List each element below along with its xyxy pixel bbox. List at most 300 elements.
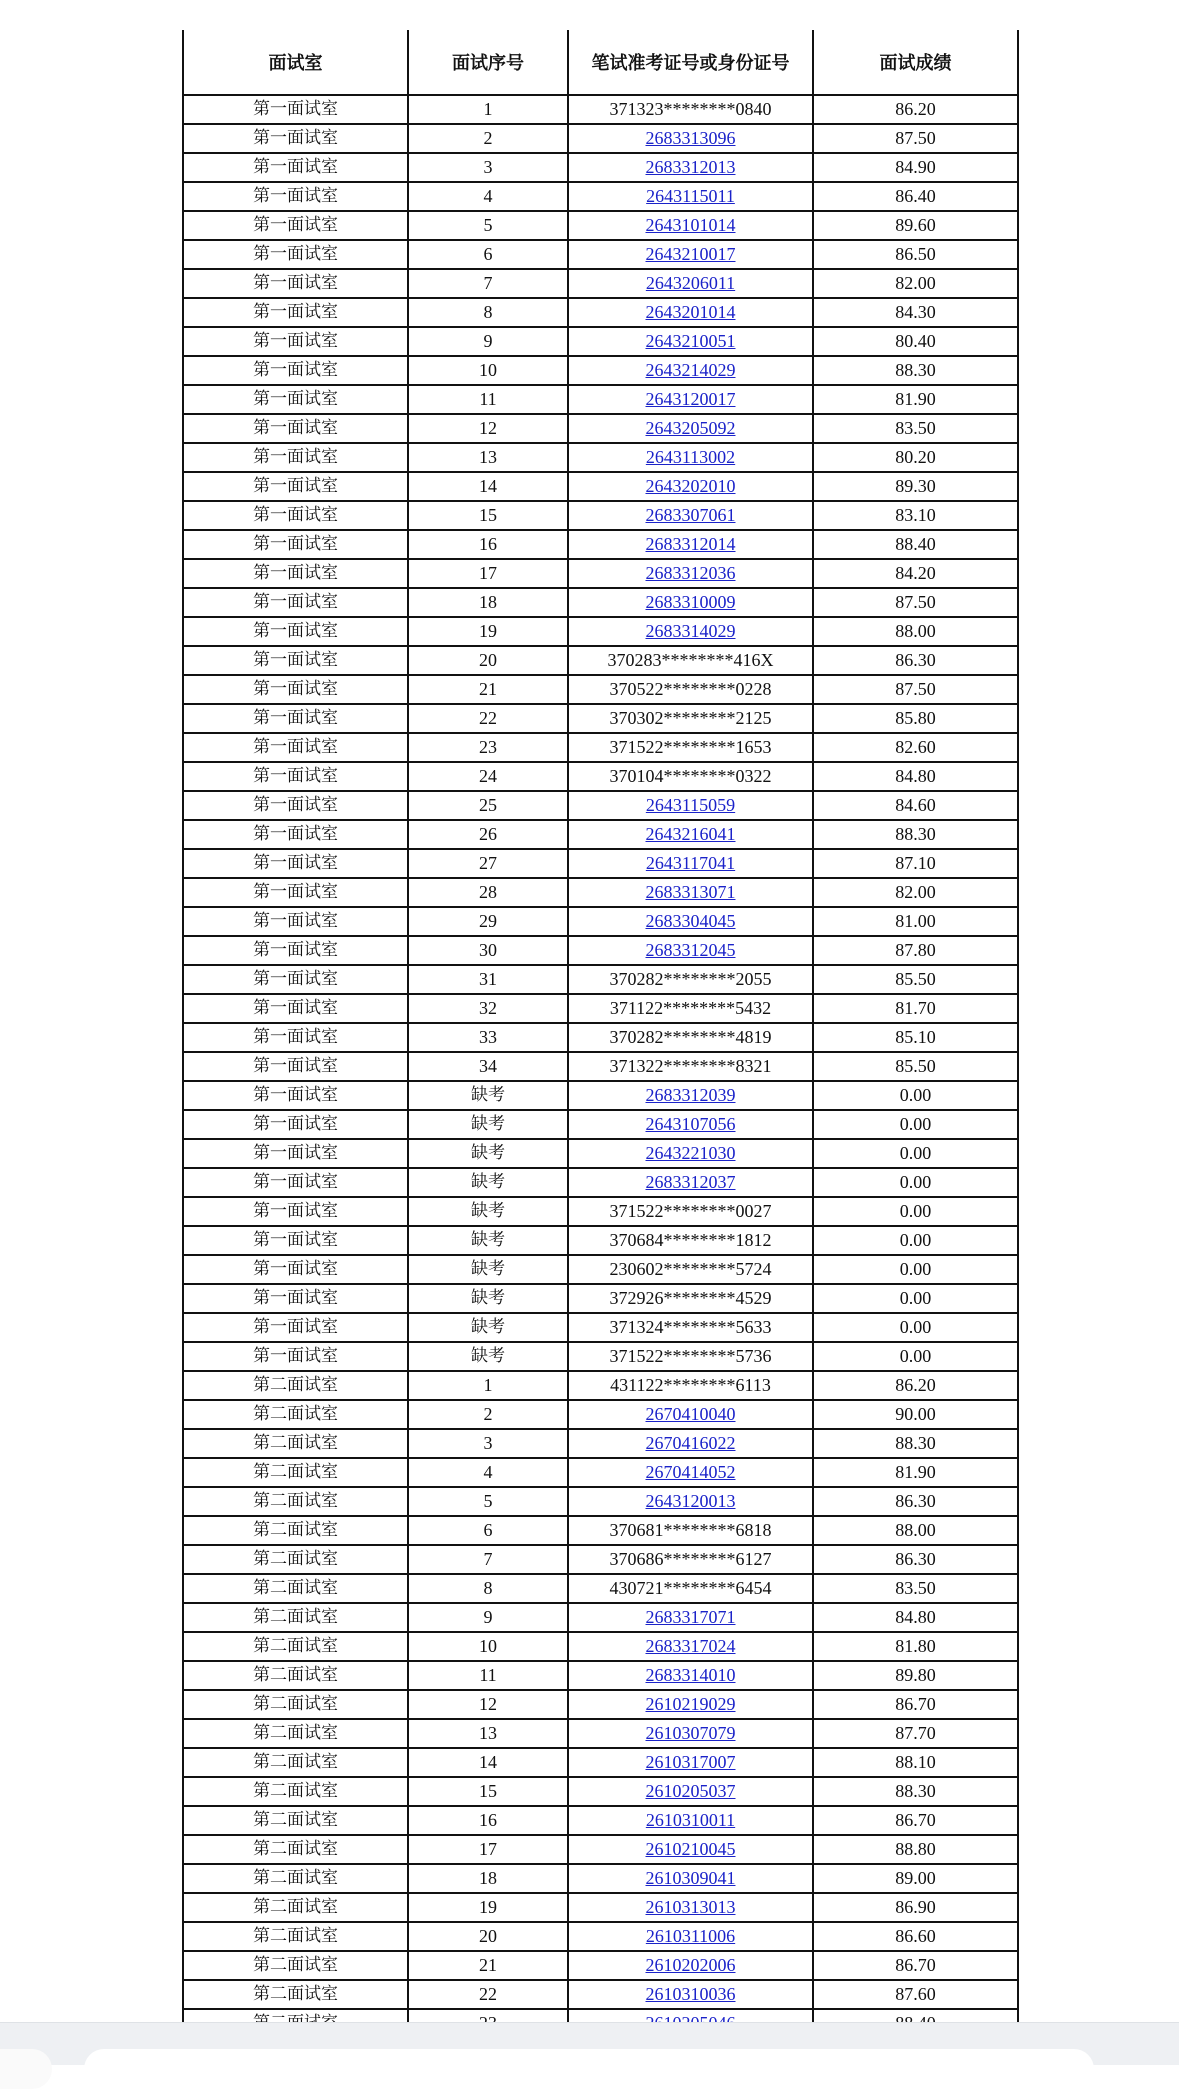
table-row <box>184 1313 1017 1342</box>
cell-exam-id <box>568 356 813 385</box>
cell-sequence: 16 <box>408 1806 568 1835</box>
cell-room: 第一面试室 <box>184 472 408 501</box>
cell-sequence: 5 <box>408 211 568 240</box>
exam-id-link[interactable]: 2643221030 <box>645 1143 736 1163</box>
cell-exam-id <box>568 1893 813 1922</box>
exam-id-link[interactable]: 2610309041 <box>645 1868 736 1888</box>
table-row <box>184 153 1017 182</box>
cell-exam-id <box>568 298 813 327</box>
cell-room: 第一面试室 <box>184 762 408 791</box>
cell-score: 84.80 <box>813 762 1017 791</box>
cell-room: 第一面试室 <box>184 1081 408 1110</box>
cell-exam-id <box>568 1400 813 1429</box>
cell-room: 第一面试室 <box>184 936 408 965</box>
cell-room: 第二面试室 <box>184 1458 408 1487</box>
exam-id-link[interactable]: 2610205037 <box>645 1781 736 1801</box>
cell-sequence: 15 <box>408 1777 568 1806</box>
cell-sequence: 9 <box>408 1603 568 1632</box>
cell-score: 84.80 <box>813 1603 1017 1632</box>
exam-id-link[interactable]: 2643206011 <box>645 273 736 293</box>
toolbar-input-area[interactable] <box>84 2049 1094 2089</box>
cell-exam-id <box>568 936 813 965</box>
exam-id-link[interactable]: 2670416022 <box>645 1433 736 1453</box>
cell-room: 第二面试室 <box>184 1545 408 1574</box>
cell-score: 84.30 <box>813 298 1017 327</box>
cell-exam-id <box>568 1748 813 1777</box>
cell-room: 第一面试室 <box>184 588 408 617</box>
table-row <box>184 1371 1017 1400</box>
cell-exam-id <box>568 1110 813 1139</box>
cell-exam-id <box>568 849 813 878</box>
table-row <box>184 1806 1017 1835</box>
cell-score: 83.50 <box>813 414 1017 443</box>
cell-exam-id <box>568 414 813 443</box>
cell-room: 第一面试室 <box>184 965 408 994</box>
cell-room: 第二面试室 <box>184 1922 408 1951</box>
cell-score: 87.50 <box>813 675 1017 704</box>
table-row <box>184 1110 1017 1139</box>
cell-exam-id <box>568 1603 813 1632</box>
cell-score: 84.60 <box>813 791 1017 820</box>
exam-id-link[interactable]: 2683312014 <box>645 534 736 554</box>
table-row <box>184 1951 1017 1980</box>
table-row <box>184 327 1017 356</box>
cell-sequence: 12 <box>408 1690 568 1719</box>
cell-exam-id <box>568 1168 813 1197</box>
cell-room: 第二面试室 <box>184 1400 408 1429</box>
table-row <box>184 1603 1017 1632</box>
cell-sequence: 2 <box>408 1400 568 1429</box>
table-row <box>184 965 1017 994</box>
cell-room: 第二面试室 <box>184 1864 408 1893</box>
cell-score: 86.30 <box>813 1487 1017 1516</box>
cell-score: 86.70 <box>813 1690 1017 1719</box>
cell-score: 85.50 <box>813 1052 1017 1081</box>
exam-id-link[interactable]: 2683312037 <box>645 1172 736 1192</box>
table-row <box>184 1690 1017 1719</box>
cell-room: 第一面试室 <box>184 327 408 356</box>
exam-id-link[interactable]: 2670414052 <box>645 1462 736 1482</box>
cell-exam-id: 372926********4529 <box>568 1284 813 1313</box>
header-room: 面试室 <box>184 30 408 95</box>
cell-score: 85.80 <box>813 704 1017 733</box>
cell-exam-id <box>568 1806 813 1835</box>
cell-room: 第二面试室 <box>184 1632 408 1661</box>
toolbar-left-button[interactable] <box>0 2049 52 2089</box>
cell-exam-id: 370681********6818 <box>568 1516 813 1545</box>
cell-score: 88.80 <box>813 1835 1017 1864</box>
exam-id-link[interactable]: 2683312045 <box>645 940 736 960</box>
table-row <box>184 1487 1017 1516</box>
cell-score: 82.00 <box>813 269 1017 298</box>
cell-exam-id: 370302********2125 <box>568 704 813 733</box>
cell-room: 第一面试室 <box>184 1110 408 1139</box>
table-row <box>184 1052 1017 1081</box>
cell-sequence: 1 <box>408 95 568 124</box>
cell-room: 第一面试室 <box>184 1197 408 1226</box>
exam-id-link[interactable]: 2610219029 <box>645 1694 736 1714</box>
cell-exam-id: 430721********6454 <box>568 1574 813 1603</box>
cell-room: 第一面试室 <box>184 124 408 153</box>
cell-room: 第二面试室 <box>184 1777 408 1806</box>
cell-exam-id: 370282********2055 <box>568 965 813 994</box>
cell-exam-id <box>568 1951 813 1980</box>
table-row <box>184 1632 1017 1661</box>
cell-room: 第二面试室 <box>184 1661 408 1690</box>
cell-sequence: 16 <box>408 530 568 559</box>
cell-sequence: 3 <box>408 153 568 182</box>
cell-exam-id <box>568 791 813 820</box>
exam-id-link[interactable]: 2683317071 <box>645 1607 736 1627</box>
exam-id-link[interactable]: 2610310036 <box>645 1984 736 2004</box>
cell-score: 88.30 <box>813 1777 1017 1806</box>
cell-score: 81.90 <box>813 1458 1017 1487</box>
table-row <box>184 791 1017 820</box>
cell-sequence: 8 <box>408 298 568 327</box>
cell-score: 86.70 <box>813 1951 1017 1980</box>
cell-sequence: 缺考 <box>408 1255 568 1284</box>
cell-exam-id <box>568 1864 813 1893</box>
cell-exam-id <box>568 1719 813 1748</box>
exam-id-link[interactable]: 2643107056 <box>645 1114 736 1134</box>
cell-sequence: 11 <box>408 1661 568 1690</box>
cell-score: 0.00 <box>813 1110 1017 1139</box>
cell-room: 第一面试室 <box>184 530 408 559</box>
table-row <box>184 1284 1017 1313</box>
cell-sequence: 14 <box>408 472 568 501</box>
cell-room: 第一面试室 <box>184 1342 408 1371</box>
cell-score: 86.40 <box>813 182 1017 211</box>
cell-score: 81.00 <box>813 907 1017 936</box>
cell-sequence: 19 <box>408 1893 568 1922</box>
table-row <box>184 1980 1017 2009</box>
table-row <box>184 472 1017 501</box>
cell-room: 第二面试室 <box>184 1980 408 2009</box>
cell-room: 第一面试室 <box>184 1139 408 1168</box>
cell-room: 第二面试室 <box>184 1574 408 1603</box>
cell-room: 第二面试室 <box>184 1603 408 1632</box>
exam-id-link[interactable]: 2610313013 <box>645 1897 736 1917</box>
cell-score: 89.80 <box>813 1661 1017 1690</box>
exam-id-link[interactable]: 2643120017 <box>645 389 736 409</box>
cell-sequence: 缺考 <box>408 1139 568 1168</box>
cell-room: 第一面试室 <box>184 1168 408 1197</box>
table-row <box>184 1922 1017 1951</box>
cell-sequence: 6 <box>408 1516 568 1545</box>
table-row <box>184 588 1017 617</box>
table-row <box>184 1226 1017 1255</box>
cell-sequence: 23 <box>408 733 568 762</box>
cell-exam-id <box>568 878 813 907</box>
cell-score: 88.30 <box>813 1429 1017 1458</box>
cell-exam-id <box>568 153 813 182</box>
cell-exam-id: 370684********1812 <box>568 1226 813 1255</box>
exam-id-link[interactable]: 2683314010 <box>645 1665 736 1685</box>
cell-room: 第一面试室 <box>184 385 408 414</box>
cell-sequence: 27 <box>408 849 568 878</box>
header-score: 面试成绩 <box>813 30 1017 95</box>
exam-id-link[interactable]: 2643101014 <box>645 215 736 235</box>
cell-room: 第二面试室 <box>184 1951 408 1980</box>
cell-room: 第一面试室 <box>184 675 408 704</box>
exam-id-link[interactable]: 2610311006 <box>645 1926 736 1946</box>
cell-sequence: 10 <box>408 1632 568 1661</box>
table-row <box>184 1023 1017 1052</box>
table-row <box>184 443 1017 472</box>
cell-score: 84.90 <box>813 153 1017 182</box>
exam-id-link[interactable]: 2683314029 <box>645 621 736 641</box>
cell-sequence: 20 <box>408 646 568 675</box>
cell-score: 86.50 <box>813 240 1017 269</box>
cell-exam-id <box>568 472 813 501</box>
cell-exam-id: 370282********4819 <box>568 1023 813 1052</box>
cell-sequence: 8 <box>408 1574 568 1603</box>
table-row <box>184 994 1017 1023</box>
cell-score: 81.80 <box>813 1632 1017 1661</box>
cell-room: 第一面试室 <box>184 240 408 269</box>
table-row <box>184 95 1017 124</box>
cell-score: 0.00 <box>813 1168 1017 1197</box>
exam-id-link[interactable]: 2683312013 <box>645 157 736 177</box>
cell-score: 86.70 <box>813 1806 1017 1835</box>
exam-id-link[interactable]: 2683310009 <box>645 592 736 612</box>
cell-sequence: 22 <box>408 704 568 733</box>
table-row <box>184 820 1017 849</box>
exam-id-link[interactable]: 2643214029 <box>645 360 736 380</box>
cell-sequence: 12 <box>408 414 568 443</box>
cell-sequence: 30 <box>408 936 568 965</box>
cell-sequence: 5 <box>408 1487 568 1516</box>
cell-sequence: 13 <box>408 443 568 472</box>
table-row <box>184 733 1017 762</box>
cell-exam-id <box>568 588 813 617</box>
cell-exam-id <box>568 1922 813 1951</box>
cell-room: 第二面试室 <box>184 1835 408 1864</box>
cell-sequence: 20 <box>408 1922 568 1951</box>
cell-exam-id <box>568 1980 813 2009</box>
table-row <box>184 936 1017 965</box>
cell-score: 90.00 <box>813 1400 1017 1429</box>
cell-sequence: 9 <box>408 327 568 356</box>
cell-sequence: 7 <box>408 1545 568 1574</box>
table-header-row <box>184 30 1017 95</box>
cell-score: 85.10 <box>813 1023 1017 1052</box>
exam-id-link[interactable]: 2610307079 <box>645 1723 736 1743</box>
cell-score: 0.00 <box>813 1284 1017 1313</box>
cell-score: 89.00 <box>813 1864 1017 1893</box>
cell-score: 87.80 <box>813 936 1017 965</box>
table-row <box>184 1516 1017 1545</box>
cell-sequence: 14 <box>408 1748 568 1777</box>
cell-sequence: 34 <box>408 1052 568 1081</box>
cell-exam-id: 370686********6127 <box>568 1545 813 1574</box>
exam-id-link[interactable]: 2643205092 <box>645 418 736 438</box>
cell-exam-id: 370283********416X <box>568 646 813 675</box>
cell-room: 第一面试室 <box>184 95 408 124</box>
cell-room: 第二面试室 <box>184 1806 408 1835</box>
header-exam-id: 笔试准考证号或身份证号 <box>568 30 813 95</box>
cell-room: 第一面试室 <box>184 501 408 530</box>
cell-exam-id: 370104********0322 <box>568 762 813 791</box>
cell-sequence: 26 <box>408 820 568 849</box>
exam-id-link[interactable]: 2643202010 <box>645 476 736 496</box>
cell-score: 86.60 <box>813 1922 1017 1951</box>
cell-room: 第一面试室 <box>184 907 408 936</box>
exam-id-link[interactable]: 2683313071 <box>645 882 736 902</box>
cell-exam-id <box>568 1835 813 1864</box>
cell-score: 86.90 <box>813 1893 1017 1922</box>
exam-id-link[interactable]: 2643113002 <box>645 447 736 467</box>
exam-id-link[interactable]: 2683304045 <box>645 911 736 931</box>
cell-score: 87.10 <box>813 849 1017 878</box>
exam-id-link[interactable]: 2683307061 <box>645 505 736 525</box>
table-row <box>184 1081 1017 1110</box>
cell-sequence: 18 <box>408 588 568 617</box>
cell-score: 83.50 <box>813 1574 1017 1603</box>
table-row <box>184 124 1017 153</box>
exam-id-link[interactable]: 2643115011 <box>646 186 735 206</box>
exam-id-link[interactable]: 2683317024 <box>645 1636 736 1656</box>
exam-id-link[interactable]: 2643210017 <box>645 244 736 264</box>
cell-sequence: 2 <box>408 124 568 153</box>
exam-id-link[interactable]: 2643120013 <box>645 1491 736 1511</box>
cell-room: 第一面试室 <box>184 153 408 182</box>
table-row <box>184 182 1017 211</box>
exam-id-link[interactable]: 2643115059 <box>645 795 736 815</box>
cell-sequence: 10 <box>408 356 568 385</box>
cell-sequence: 33 <box>408 1023 568 1052</box>
exam-id-link[interactable]: 2610317007 <box>645 1752 736 1772</box>
cell-sequence: 4 <box>408 1458 568 1487</box>
table-row <box>184 1748 1017 1777</box>
table-row <box>184 1429 1017 1458</box>
cell-sequence: 22 <box>408 1980 568 2009</box>
cell-score: 87.60 <box>813 1980 1017 2009</box>
exam-id-link[interactable]: 2610202006 <box>645 1955 736 1975</box>
table-row <box>184 1400 1017 1429</box>
cell-sequence: 缺考 <box>408 1313 568 1342</box>
cell-sequence: 21 <box>408 1951 568 1980</box>
table-row <box>184 878 1017 907</box>
cell-sequence: 17 <box>408 559 568 588</box>
cell-sequence: 缺考 <box>408 1284 568 1313</box>
cell-room: 第二面试室 <box>184 1719 408 1748</box>
cell-score: 86.20 <box>813 95 1017 124</box>
cell-exam-id <box>568 501 813 530</box>
cell-sequence: 缺考 <box>408 1110 568 1139</box>
exam-id-link[interactable]: 2610210045 <box>645 1839 736 1859</box>
exam-id-link[interactable]: 2610310011 <box>645 1810 736 1830</box>
cell-score: 88.30 <box>813 820 1017 849</box>
cell-room: 第一面试室 <box>184 298 408 327</box>
cell-room: 第一面试室 <box>184 791 408 820</box>
cell-exam-id <box>568 820 813 849</box>
cell-score: 83.10 <box>813 501 1017 530</box>
cell-sequence: 缺考 <box>408 1081 568 1110</box>
cell-sequence: 18 <box>408 1864 568 1893</box>
cell-score: 80.20 <box>813 443 1017 472</box>
cell-room: 第一面试室 <box>184 820 408 849</box>
table-row <box>184 1574 1017 1603</box>
cell-score: 87.50 <box>813 124 1017 153</box>
table-row <box>184 1545 1017 1574</box>
cell-room: 第一面试室 <box>184 1255 408 1284</box>
cell-room: 第二面试室 <box>184 1371 408 1400</box>
cell-sequence: 13 <box>408 1719 568 1748</box>
exam-id-link[interactable]: 2670410040 <box>645 1404 736 1424</box>
cell-sequence: 15 <box>408 501 568 530</box>
table-row <box>184 1893 1017 1922</box>
cell-exam-id <box>568 240 813 269</box>
cell-exam-id: 371323********0840 <box>568 95 813 124</box>
cell-room: 第一面试室 <box>184 443 408 472</box>
cell-exam-id <box>568 443 813 472</box>
cell-room: 第一面试室 <box>184 646 408 675</box>
cell-room: 第一面试室 <box>184 182 408 211</box>
table-row <box>184 1661 1017 1690</box>
exam-id-link[interactable]: 2643117041 <box>645 853 736 873</box>
cell-score: 89.30 <box>813 472 1017 501</box>
table-row <box>184 1458 1017 1487</box>
cell-exam-id: 371122********5432 <box>568 994 813 1023</box>
cell-exam-id <box>568 327 813 356</box>
interview-score-table <box>184 30 1017 2039</box>
cell-score: 0.00 <box>813 1313 1017 1342</box>
cell-room: 第一面试室 <box>184 1226 408 1255</box>
cell-room: 第一面试室 <box>184 617 408 646</box>
cell-exam-id: 230602********5724 <box>568 1255 813 1284</box>
cell-score: 84.20 <box>813 559 1017 588</box>
exam-id-link[interactable]: 2643216041 <box>645 824 736 844</box>
exam-id-link[interactable]: 2643210051 <box>645 331 736 351</box>
cell-room: 第一面试室 <box>184 356 408 385</box>
cell-sequence: 11 <box>408 385 568 414</box>
cell-score: 81.70 <box>813 994 1017 1023</box>
bottom-toolbar <box>0 2022 1179 2065</box>
cell-sequence: 21 <box>408 675 568 704</box>
exam-id-link[interactable]: 2683312036 <box>645 563 736 583</box>
table-row <box>184 849 1017 878</box>
cell-sequence: 缺考 <box>408 1197 568 1226</box>
cell-room: 第一面试室 <box>184 1052 408 1081</box>
exam-id-link[interactable]: 2683313096 <box>645 128 736 148</box>
exam-id-link[interactable]: 2683312039 <box>645 1085 736 1105</box>
table-row <box>184 1719 1017 1748</box>
cell-sequence: 25 <box>408 791 568 820</box>
cell-room: 第一面试室 <box>184 704 408 733</box>
cell-room: 第一面试室 <box>184 849 408 878</box>
cell-exam-id <box>568 269 813 298</box>
cell-exam-id <box>568 907 813 936</box>
cell-sequence: 32 <box>408 994 568 1023</box>
cell-score: 87.70 <box>813 1719 1017 1748</box>
table-row <box>184 269 1017 298</box>
table-row <box>184 1168 1017 1197</box>
table-row <box>184 530 1017 559</box>
cell-room: 第一面试室 <box>184 733 408 762</box>
table-row <box>184 240 1017 269</box>
cell-exam-id <box>568 385 813 414</box>
table-row <box>184 1139 1017 1168</box>
cell-exam-id <box>568 1690 813 1719</box>
table-row <box>184 1197 1017 1226</box>
cell-room: 第一面试室 <box>184 1284 408 1313</box>
cell-room: 第二面试室 <box>184 1748 408 1777</box>
exam-id-link[interactable]: 2643201014 <box>645 302 736 322</box>
table-row <box>184 762 1017 791</box>
cell-exam-id: 371522********0027 <box>568 1197 813 1226</box>
score-table-container <box>182 30 1019 2022</box>
